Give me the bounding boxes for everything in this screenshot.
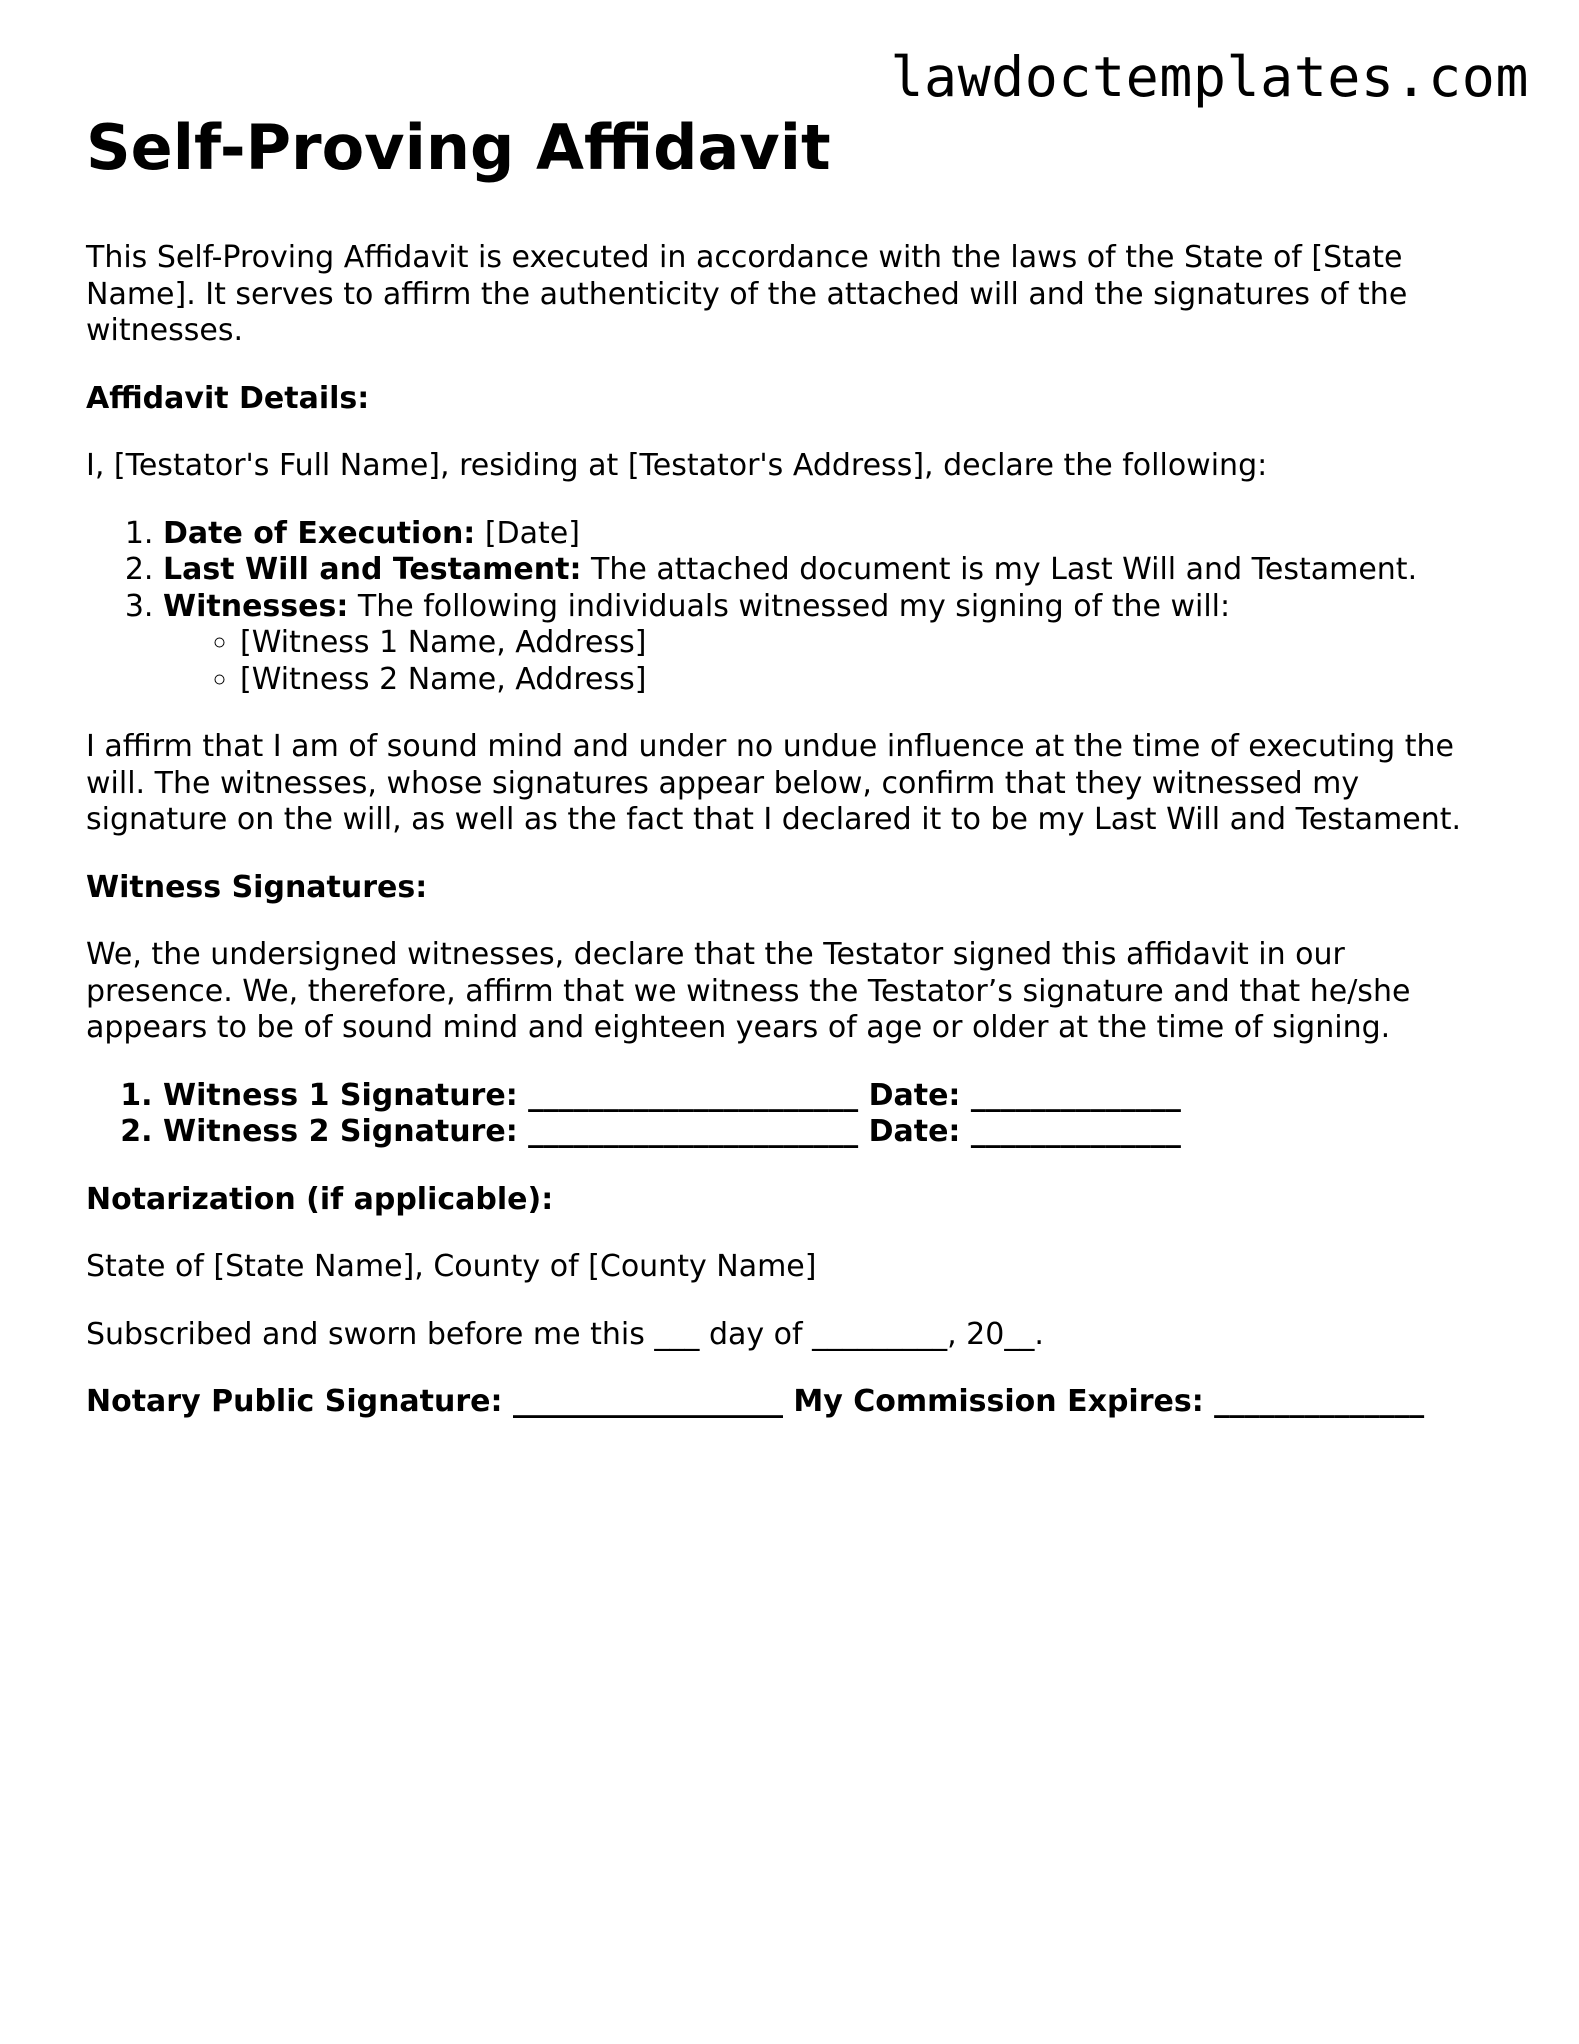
affidavit-details-heading: Affidavit Details: (86, 380, 370, 416)
item-text: [Date] (475, 515, 580, 551)
list-item-last-will (163, 552, 1486, 589)
witness-2-signature-line: 2. Witness 2 Signature: ______________________ Date: ______________ (163, 1114, 1486, 1151)
list-item-date-of-execution (163, 516, 1486, 553)
item-label: Witnesses: (163, 588, 349, 624)
item-label: Date of Execution: (163, 515, 476, 551)
testator-declaration: I, [Testator's Full Name], residing at [Testator's Address], declare the following: (86, 448, 1268, 483)
affirmation-paragraph: I affirm that I am of sound mind and under no undue influence at the time of executing the will. The witnesses, whose signatures appear below, confirm that they witnessed my signature on the will, as well as the fact that I declared it to be my Last Will and Testament. (86, 729, 1462, 837)
item-text: The following individuals witnessed my signing of the will: (348, 588, 1231, 624)
witness-2-entry: ◦ [Witness 2 Name, Address] (240, 662, 1486, 699)
page-title: Self-Proving Affidavit (86, 111, 831, 184)
witness-signatures-heading: Witness Signatures: (86, 869, 428, 905)
notarization-venue: State of [State Name], County of [County Name] (86, 1249, 817, 1284)
notarization-sworn: Subscribed and sworn before me this ___ day of _________, 20__. (86, 1316, 1044, 1352)
notarization-heading: Notarization (if applicable): (86, 1181, 554, 1217)
item-text: The attached document is my Last Will and Testament. (581, 552, 1418, 587)
intro-paragraph: This Self-Proving Affidavit is executed in accordance with the laws of the State of [State Name]. It serves to affirm the authenticity of the attached will and the signatures of the witnesses. (86, 240, 1408, 348)
witness-1-signature-line: 1. Witness 1 Signature: ______________________ Date: ______________ (163, 1078, 1486, 1115)
document-page (86, 108, 1486, 1452)
affidavit-details-list (86, 516, 1486, 699)
notary-signature-line: Notary Public Signature: __________________ My Commission Expires: ______________ (86, 1384, 1425, 1419)
witness-1-entry: ◦ [Witness 1 Name, Address] (240, 625, 1486, 662)
witness-signature-list (86, 1078, 1486, 1151)
item-label: Last Will and Testament: (163, 552, 582, 587)
witness-declaration: We, the undersigned witnesses, declare that the Testator signed this affidavit in our presence. We, therefore, affirm that we witness the Testator’s signature and that he/she appears to be of sound mind and eighteen years of age or older at the time of signing. (86, 937, 1411, 1045)
list-item-witnesses (163, 589, 1486, 699)
watermark-logo: lawdoctemplates.com (890, 45, 1529, 109)
witness-list (163, 625, 1486, 698)
